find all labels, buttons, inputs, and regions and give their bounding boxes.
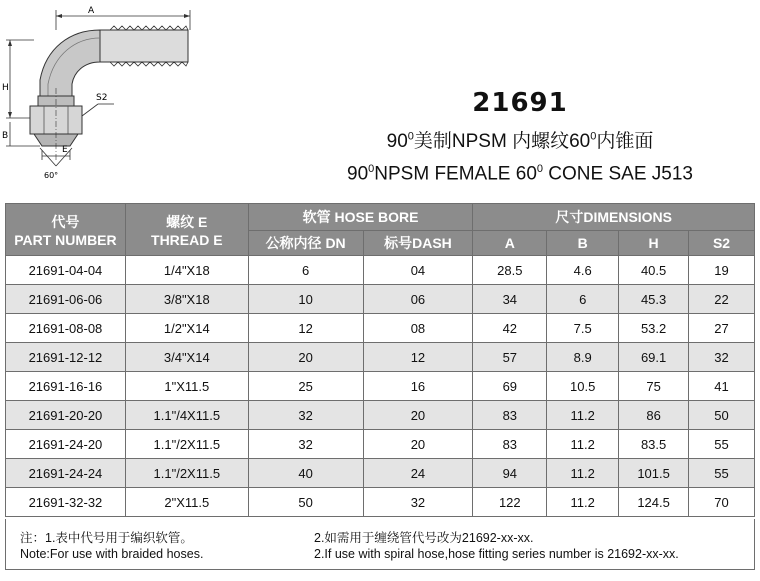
cell-b: 4.6 [547, 256, 619, 285]
cell-dash: 20 [363, 401, 473, 430]
cell-h: 83.5 [619, 430, 689, 459]
table-row [6, 401, 755, 430]
cell-s2: 41 [689, 372, 755, 401]
cell-h: 86 [619, 401, 689, 430]
note-cn-2: 2.如需用于缠绕管代号改为21692-xx-xx. [314, 531, 534, 545]
cell-dash: 04 [363, 256, 473, 285]
cell-thread: 1/4"X18 [125, 256, 248, 285]
cell-a: 69 [473, 372, 547, 401]
cell-h: 69.1 [619, 343, 689, 372]
cell-h: 53.2 [619, 314, 689, 343]
header-part-number [6, 204, 126, 256]
header-s2: S2 [689, 231, 755, 256]
table-row [6, 430, 755, 459]
cell-a: 122 [473, 488, 547, 517]
label-b: B [2, 131, 9, 141]
cell-dash: 16 [363, 372, 473, 401]
note-cn-1: 注：1.表中代号用于编织软管。 [20, 531, 193, 545]
cell-s2: 50 [689, 401, 755, 430]
notes-box [5, 519, 755, 570]
cell-dn: 32 [248, 430, 363, 459]
cell-dash: 08 [363, 314, 473, 343]
degree-mark: 0 [407, 130, 414, 143]
cell-a: 83 [473, 401, 547, 430]
cell-part-number: 21691-16-16 [6, 372, 126, 401]
cell-a: 34 [473, 285, 547, 314]
cell-dash: 12 [363, 343, 473, 372]
subtitle-en-tail: CONE SAE J513 [543, 163, 693, 185]
cell-dash: 20 [363, 430, 473, 459]
fitting-drawing [0, 0, 210, 185]
cell-a: 83 [473, 430, 547, 459]
cell-thread: 2"X11.5 [125, 488, 248, 517]
cell-dn: 25 [248, 372, 363, 401]
cell-part-number: 21691-32-32 [6, 488, 126, 517]
cell-thread: 1.1"/4X11.5 [125, 401, 248, 430]
cell-b: 11.2 [547, 488, 619, 517]
cell-dash: 24 [363, 459, 473, 488]
cell-dash: 06 [363, 285, 473, 314]
subtitle-en-mid: NPSM FEMALE 60 [374, 163, 537, 185]
label-s2: S2 [96, 93, 108, 103]
subtitle-cn-mid: 美制NPSM 内螺纹60 [413, 131, 591, 152]
header-hose-bore: 软管 HOSE BORE [248, 204, 473, 231]
table-row [6, 488, 755, 517]
table-row [6, 314, 755, 343]
cell-dn: 20 [248, 343, 363, 372]
cell-a: 28.5 [473, 256, 547, 285]
cell-h: 101.5 [619, 459, 689, 488]
cell-b: 11.2 [547, 459, 619, 488]
subtitle-en [300, 163, 740, 185]
cell-b: 10.5 [547, 372, 619, 401]
header-h: H [619, 231, 689, 256]
cell-dash: 32 [363, 488, 473, 517]
header-part-number-en: PART NUMBER [14, 231, 117, 248]
cell-dn: 40 [248, 459, 363, 488]
table-row [6, 256, 755, 285]
cell-thread: 3/4"X14 [125, 343, 248, 372]
cell-a: 57 [473, 343, 547, 372]
cell-s2: 55 [689, 430, 755, 459]
cell-h: 75 [619, 372, 689, 401]
header-thread [125, 204, 248, 256]
degree-mark: 0 [368, 163, 375, 175]
cell-b: 7.5 [547, 314, 619, 343]
label-a: A [88, 6, 95, 16]
table-row [6, 343, 755, 372]
header-part-number-cn: 代号 [51, 213, 80, 230]
cell-a: 94 [473, 459, 547, 488]
cell-thread: 1/2"X14 [125, 314, 248, 343]
spec-table [5, 203, 755, 517]
cell-part-number: 21691-12-12 [6, 343, 126, 372]
cell-thread: 1.1"/2X11.5 [125, 430, 248, 459]
header-a: A [473, 231, 547, 256]
cell-h: 124.5 [619, 488, 689, 517]
cell-part-number: 21691-24-24 [6, 459, 126, 488]
table-row [6, 459, 755, 488]
cell-s2: 70 [689, 488, 755, 517]
label-e: E [62, 145, 68, 155]
subtitle-cn-prefix: 90 [386, 131, 408, 152]
cell-b: 11.2 [547, 401, 619, 430]
cell-h: 40.5 [619, 256, 689, 285]
cell-dn: 32 [248, 401, 363, 430]
cell-part-number: 21691-06-06 [6, 285, 126, 314]
product-heading [300, 88, 740, 185]
cell-dn: 6 [248, 256, 363, 285]
subtitle-en-prefix: 90 [347, 163, 369, 185]
cell-b: 8.9 [547, 343, 619, 372]
cell-b: 11.2 [547, 430, 619, 459]
cell-h: 45.3 [619, 285, 689, 314]
cell-thread: 1.1"/2X11.5 [125, 459, 248, 488]
cell-part-number: 21691-20-20 [6, 401, 126, 430]
cell-dn: 12 [248, 314, 363, 343]
degree-mark: 0 [590, 130, 597, 143]
note-en-2: 2.If use with spiral hose,hose fitting series number is 21692-xx-xx. [314, 547, 679, 561]
cell-s2: 32 [689, 343, 755, 372]
header-thread-cn: 螺纹 E [166, 213, 208, 230]
cell-thread: 3/8"X18 [125, 285, 248, 314]
cell-part-number: 21691-04-04 [6, 256, 126, 285]
cell-b: 6 [547, 285, 619, 314]
model-number: 21691 [472, 88, 568, 118]
cell-s2: 22 [689, 285, 755, 314]
cell-dn: 10 [248, 285, 363, 314]
table-row [6, 285, 755, 314]
label-h: H [2, 83, 9, 93]
header-dash: 标号DASH [363, 231, 473, 256]
header-thread-en: THREAD E [151, 231, 223, 248]
cell-dn: 50 [248, 488, 363, 517]
cell-s2: 55 [689, 459, 755, 488]
header-b: B [547, 231, 619, 256]
degree-mark: 0 [536, 163, 544, 175]
table-row [6, 372, 755, 401]
cell-part-number: 21691-24-20 [6, 430, 126, 459]
note-en-1: Note:For use with braided hoses. [20, 547, 204, 561]
subtitle-cn [300, 126, 740, 153]
cell-a: 42 [473, 314, 547, 343]
cell-s2: 27 [689, 314, 755, 343]
header-dn: 公称内径 DN [248, 231, 363, 256]
table-body [6, 256, 755, 517]
label-angle: 60° [44, 171, 59, 180]
cell-part-number: 21691-08-08 [6, 314, 126, 343]
subtitle-cn-suffix: 内锥面 [596, 131, 654, 152]
header-dimensions: 尺寸DIMENSIONS [473, 204, 755, 231]
cell-thread: 1"X11.5 [125, 372, 248, 401]
cell-s2: 19 [689, 256, 755, 285]
